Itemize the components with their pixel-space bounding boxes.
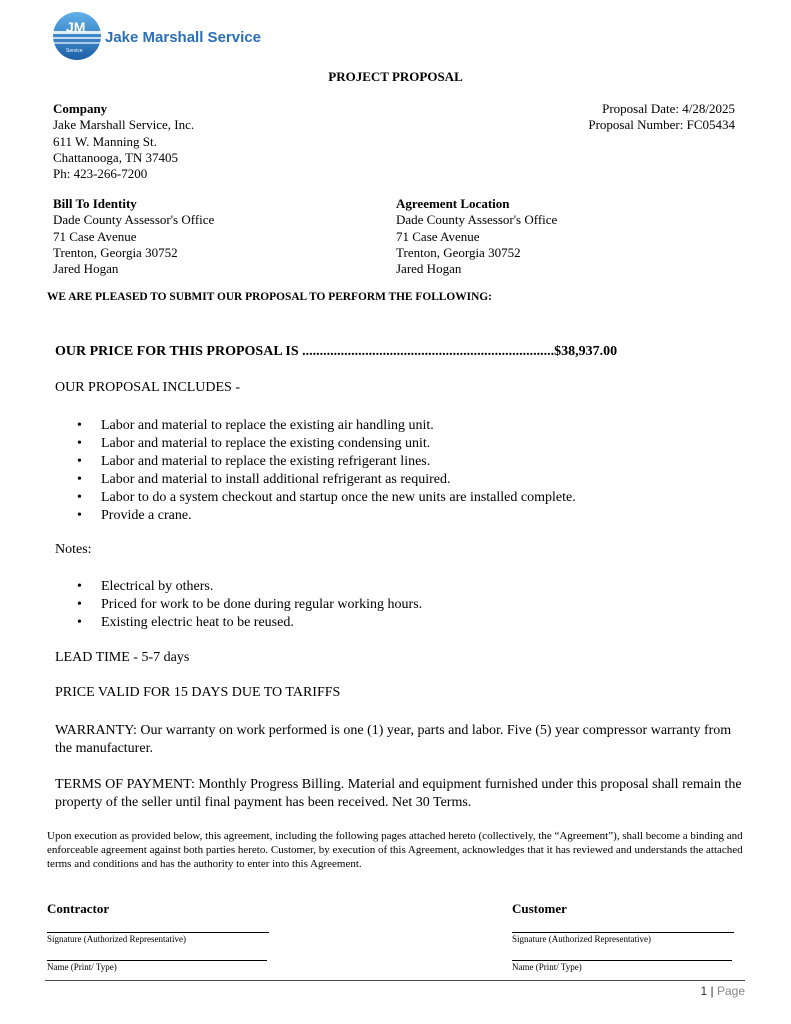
- notes-heading: Notes:: [55, 542, 92, 557]
- page-word: Page: [716, 984, 745, 998]
- agreement-location-heading: Agreement Location: [396, 196, 510, 211]
- agreement-location-name: Dade County Assessor's Office: [396, 212, 558, 228]
- list-item: • Labor and material to install additional refrigerant as required.: [55, 471, 576, 489]
- contractor-heading: Contractor: [47, 901, 110, 916]
- includes-list: [55, 417, 576, 524]
- agreement-location-city: Trenton, Georgia 30752: [396, 244, 521, 260]
- price-valid-notice: PRICE VALID FOR 15 DAYS DUE TO TARIFFS: [55, 685, 341, 700]
- payment-terms-text: TERMS OF PAYMENT: Monthly Progress Billing. Material and equipment furnished under this proposal shall remain the property of the seller until final payment has been received. Net 30 Terms.: [55, 777, 742, 810]
- agreement-location-block: [396, 196, 557, 277]
- proposal-number: Proposal Number: FC05434: [588, 117, 735, 133]
- agreement-location-contact: Jared Hogan: [396, 261, 462, 277]
- customer-signature-line[interactable]: [512, 932, 734, 933]
- contractor-signature-caption: Signature (Authorized Representative): [47, 934, 186, 944]
- list-item: • Priced for work to be done during regular working hours.: [55, 596, 422, 614]
- lead-time: LEAD TIME - 5-7 days: [55, 650, 190, 665]
- bill-to-block: [53, 196, 214, 277]
- customer-signature-caption: Signature (Authorized Representative): [512, 934, 651, 944]
- list-item: • Labor and material to replace the existing condensing unit.: [55, 435, 576, 453]
- bill-to-name: Dade County Assessor's Office: [53, 212, 215, 228]
- page-separator: |: [710, 984, 714, 998]
- company-city: Chattanooga, TN 37405: [53, 149, 179, 165]
- bill-to-contact: Jared Hogan: [53, 261, 119, 277]
- company-phone: Ph: 423-266-7200: [53, 166, 148, 182]
- agreement-legal-text: Upon execution as provided below, this agreement, including the following pages attached hereto (collectively, the “Agreement”), shall become a binding and enforceable agreement against both parties hereto. Customer, by execution of this Agreement, acknowledges that it has reviewed and understands the attached terms and conditions and has the authority to enter into this Agreement.: [47, 830, 743, 871]
- customer-name-line[interactable]: [512, 960, 732, 961]
- footer-divider: [45, 980, 745, 981]
- contractor-name-caption: Name (Print/ Type): [47, 962, 117, 972]
- notes-list: [55, 578, 422, 632]
- bill-to-heading: Bill To Identity: [53, 196, 137, 211]
- list-item: • Labor to do a system checkout and startup once the new units are installed complete.: [55, 489, 576, 507]
- agreement-location-street: 71 Case Avenue: [396, 228, 480, 244]
- company-heading: Company: [53, 101, 108, 116]
- company-block: [53, 101, 194, 182]
- list-item: • Existing electric heat to be reused.: [55, 614, 422, 632]
- document-title: PROJECT PROPOSAL: [328, 69, 463, 84]
- company-name: Jake Marshall Service, Inc.: [53, 117, 195, 133]
- warranty-text: WARRANTY: Our warranty on work performed is one (1) year, parts and labor. Five (5) year compressor warranty from the manufacturer.: [55, 723, 732, 756]
- company-street: 611 W. Manning St.: [53, 133, 157, 149]
- bill-to-city: Trenton, Georgia 30752: [53, 244, 178, 260]
- contractor-name-line[interactable]: [47, 960, 267, 961]
- page-number: 1: [700, 984, 708, 998]
- page-footer: [700, 984, 745, 998]
- proposal-info: [588, 101, 735, 134]
- list-item: • Electrical by others.: [55, 578, 422, 596]
- customer-name-caption: Name (Print/ Type): [512, 962, 582, 972]
- bill-to-street: 71 Case Avenue: [53, 228, 137, 244]
- proposal-date: Proposal Date: 4/28/2025: [602, 101, 735, 116]
- list-item: • Labor and material to replace the existing air handling unit.: [55, 417, 576, 435]
- proposal-price: OUR PRICE FOR THIS PROPOSAL IS ........................................................................$38,937.00: [55, 344, 618, 359]
- includes-heading: OUR PROPOSAL INCLUDES -: [55, 380, 241, 395]
- logo-sub-text: Service: [66, 48, 83, 54]
- logo-wordmark: Jake Marshall Service: [105, 29, 261, 46]
- list-item: • Provide a crane.: [55, 507, 576, 525]
- customer-heading: Customer: [512, 901, 567, 916]
- logo-globe-icon: [46, 10, 106, 62]
- list-item: • Labor and material to replace the existing refrigerant lines.: [55, 453, 576, 471]
- logo-mark-text: JM: [66, 19, 86, 35]
- contractor-signature-line[interactable]: [47, 932, 269, 933]
- intro-statement: WE ARE PLEASED TO SUBMIT OUR PROPOSAL TO PERFORM THE FOLLOWING:: [47, 291, 492, 303]
